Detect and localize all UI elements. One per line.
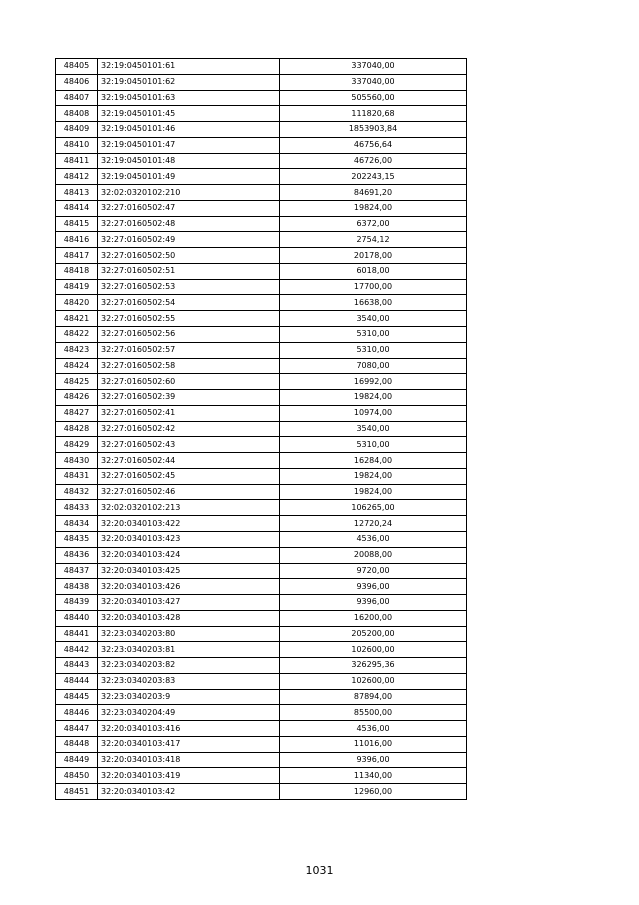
value-cell: 19824,00 <box>280 200 467 216</box>
row-number-cell: 48415 <box>56 216 98 232</box>
cadastral-number-cell: 32:23:0340203:83 <box>98 673 280 689</box>
page-number: 1031 <box>305 864 334 877</box>
cadastral-number-cell: 32:20:0340103:42 <box>98 784 280 800</box>
value-cell: 19824,00 <box>280 468 467 484</box>
table-row <box>56 342 467 358</box>
table-row <box>56 106 467 122</box>
row-number-cell: 48405 <box>56 59 98 75</box>
table-row <box>56 122 467 138</box>
cadastral-number-cell: 32:19:0450101:49 <box>98 169 280 185</box>
value-cell: 11016,00 <box>280 736 467 752</box>
row-number-cell: 48406 <box>56 74 98 90</box>
row-number-cell: 48451 <box>56 784 98 800</box>
value-cell: 6372,00 <box>280 216 467 232</box>
table-row <box>56 248 467 264</box>
cadastral-number-cell: 32:19:0450101:46 <box>98 122 280 138</box>
table-row <box>56 673 467 689</box>
cadastral-number-cell: 32:27:0160502:47 <box>98 200 280 216</box>
row-number-cell: 48433 <box>56 500 98 516</box>
value-cell: 106265,00 <box>280 500 467 516</box>
cadastral-number-cell: 32:02:0320102:213 <box>98 500 280 516</box>
value-cell: 5310,00 <box>280 327 467 343</box>
value-cell: 46756,64 <box>280 137 467 153</box>
row-number-cell: 48429 <box>56 437 98 453</box>
row-number-cell: 48443 <box>56 658 98 674</box>
table-row <box>56 90 467 106</box>
table-row <box>56 137 467 153</box>
table-row <box>56 437 467 453</box>
table-row <box>56 516 467 532</box>
value-cell: 3540,00 <box>280 311 467 327</box>
cadastral-number-cell: 32:27:0160502:44 <box>98 453 280 469</box>
value-cell: 84691,20 <box>280 185 467 201</box>
row-number-cell: 48419 <box>56 279 98 295</box>
value-cell: 5310,00 <box>280 342 467 358</box>
cadastral-number-cell: 32:27:0160502:54 <box>98 295 280 311</box>
value-cell: 505560,00 <box>280 90 467 106</box>
cadastral-number-cell: 32:27:0160502:56 <box>98 327 280 343</box>
value-cell: 85500,00 <box>280 705 467 721</box>
row-number-cell: 48418 <box>56 263 98 279</box>
cadastral-number-cell: 32:02:0320102:210 <box>98 185 280 201</box>
cadastral-number-cell: 32:20:0340103:428 <box>98 610 280 626</box>
table-body <box>56 59 467 800</box>
value-cell: 337040,00 <box>280 74 467 90</box>
cadastral-number-cell: 32:23:0340203:80 <box>98 626 280 642</box>
value-cell: 337040,00 <box>280 59 467 75</box>
table-row <box>56 311 467 327</box>
row-number-cell: 48437 <box>56 563 98 579</box>
cadastral-number-cell: 32:20:0340103:424 <box>98 547 280 563</box>
table-row <box>56 531 467 547</box>
table-row <box>56 153 467 169</box>
row-number-cell: 48421 <box>56 311 98 327</box>
table-row <box>56 59 467 75</box>
cadastral-number-cell: 32:27:0160502:49 <box>98 232 280 248</box>
value-cell: 202243,15 <box>280 169 467 185</box>
cadastral-number-cell: 32:19:0450101:62 <box>98 74 280 90</box>
row-number-cell: 48450 <box>56 768 98 784</box>
row-number-cell: 48432 <box>56 484 98 500</box>
value-cell: 46726,00 <box>280 153 467 169</box>
cadastral-number-cell: 32:27:0160502:53 <box>98 279 280 295</box>
value-cell: 7080,00 <box>280 358 467 374</box>
cadastral-number-cell: 32:23:0340203:81 <box>98 642 280 658</box>
table-row <box>56 642 467 658</box>
cadastral-number-cell: 32:19:0450101:63 <box>98 90 280 106</box>
table-row <box>56 484 467 500</box>
table-row <box>56 390 467 406</box>
table-row <box>56 626 467 642</box>
cadastral-number-cell: 32:20:0340103:425 <box>98 563 280 579</box>
value-cell: 9396,00 <box>280 595 467 611</box>
value-cell: 1853903,84 <box>280 122 467 138</box>
table-row <box>56 232 467 248</box>
value-cell: 4536,00 <box>280 531 467 547</box>
value-cell: 10974,00 <box>280 405 467 421</box>
table-row <box>56 185 467 201</box>
cadastral-number-cell: 32:23:0340204:49 <box>98 705 280 721</box>
row-number-cell: 48413 <box>56 185 98 201</box>
value-cell: 4536,00 <box>280 721 467 737</box>
value-cell: 3540,00 <box>280 421 467 437</box>
table-row <box>56 705 467 721</box>
row-number-cell: 48427 <box>56 405 98 421</box>
row-number-cell: 48411 <box>56 153 98 169</box>
row-number-cell: 48449 <box>56 752 98 768</box>
row-number-cell: 48424 <box>56 358 98 374</box>
cadastral-number-cell: 32:27:0160502:50 <box>98 248 280 264</box>
value-cell: 16200,00 <box>280 610 467 626</box>
row-number-cell: 48444 <box>56 673 98 689</box>
value-cell: 205200,00 <box>280 626 467 642</box>
row-number-cell: 48426 <box>56 390 98 406</box>
table-row <box>56 563 467 579</box>
value-cell: 11340,00 <box>280 768 467 784</box>
cadastral-number-cell: 32:20:0340103:427 <box>98 595 280 611</box>
table-row <box>56 295 467 311</box>
table-row <box>56 721 467 737</box>
row-number-cell: 48428 <box>56 421 98 437</box>
cadastral-number-cell: 32:20:0340103:416 <box>98 721 280 737</box>
value-cell: 9396,00 <box>280 752 467 768</box>
value-cell: 6018,00 <box>280 263 467 279</box>
row-number-cell: 48412 <box>56 169 98 185</box>
cadastral-number-cell: 32:20:0340103:419 <box>98 768 280 784</box>
table-row <box>56 784 467 800</box>
row-number-cell: 48445 <box>56 689 98 705</box>
table-row <box>56 169 467 185</box>
row-number-cell: 48425 <box>56 374 98 390</box>
table-row <box>56 74 467 90</box>
table-row <box>56 200 467 216</box>
row-number-cell: 48442 <box>56 642 98 658</box>
value-cell: 12720,24 <box>280 516 467 532</box>
cadastral-number-cell: 32:20:0340103:422 <box>98 516 280 532</box>
cadastral-number-cell: 32:23:0340203:9 <box>98 689 280 705</box>
value-cell: 16992,00 <box>280 374 467 390</box>
table-row <box>56 500 467 516</box>
table-row <box>56 736 467 752</box>
table-row <box>56 547 467 563</box>
row-number-cell: 48446 <box>56 705 98 721</box>
value-cell: 12960,00 <box>280 784 467 800</box>
row-number-cell: 48416 <box>56 232 98 248</box>
cadastral-number-cell: 32:19:0450101:61 <box>98 59 280 75</box>
value-cell: 9396,00 <box>280 579 467 595</box>
row-number-cell: 48438 <box>56 579 98 595</box>
value-cell: 5310,00 <box>280 437 467 453</box>
cadastral-number-cell: 32:20:0340103:417 <box>98 736 280 752</box>
cadastral-number-cell: 32:27:0160502:51 <box>98 263 280 279</box>
cadastral-number-cell: 32:27:0160502:45 <box>98 468 280 484</box>
table-row <box>56 468 467 484</box>
row-number-cell: 48439 <box>56 595 98 611</box>
row-number-cell: 48409 <box>56 122 98 138</box>
value-cell: 16284,00 <box>280 453 467 469</box>
value-cell: 9720,00 <box>280 563 467 579</box>
row-number-cell: 48440 <box>56 610 98 626</box>
table-row <box>56 405 467 421</box>
table-row <box>56 610 467 626</box>
row-number-cell: 48448 <box>56 736 98 752</box>
table-row <box>56 768 467 784</box>
row-number-cell: 48410 <box>56 137 98 153</box>
value-cell: 326295,36 <box>280 658 467 674</box>
cadastral-number-cell: 32:27:0160502:39 <box>98 390 280 406</box>
cadastral-number-cell: 32:20:0340103:426 <box>98 579 280 595</box>
row-number-cell: 48417 <box>56 248 98 264</box>
row-number-cell: 48408 <box>56 106 98 122</box>
table-row <box>56 658 467 674</box>
value-cell: 87894,00 <box>280 689 467 705</box>
row-number-cell: 48422 <box>56 327 98 343</box>
data-table <box>55 58 467 800</box>
value-cell: 20088,00 <box>280 547 467 563</box>
row-number-cell: 48430 <box>56 453 98 469</box>
row-number-cell: 48436 <box>56 547 98 563</box>
cadastral-number-cell: 32:19:0450101:48 <box>98 153 280 169</box>
row-number-cell: 48420 <box>56 295 98 311</box>
cadastral-number-cell: 32:27:0160502:46 <box>98 484 280 500</box>
cadastral-number-cell: 32:20:0340103:423 <box>98 531 280 547</box>
value-cell: 16638,00 <box>280 295 467 311</box>
table-row <box>56 263 467 279</box>
cadastral-number-cell: 32:23:0340203:82 <box>98 658 280 674</box>
cadastral-number-cell: 32:27:0160502:60 <box>98 374 280 390</box>
value-cell: 102600,00 <box>280 642 467 658</box>
cadastral-number-cell: 32:27:0160502:55 <box>98 311 280 327</box>
row-number-cell: 48441 <box>56 626 98 642</box>
row-number-cell: 48431 <box>56 468 98 484</box>
value-cell: 102600,00 <box>280 673 467 689</box>
table-row <box>56 579 467 595</box>
table-row <box>56 752 467 768</box>
row-number-cell: 48434 <box>56 516 98 532</box>
cadastral-number-cell: 32:19:0450101:47 <box>98 137 280 153</box>
row-number-cell: 48414 <box>56 200 98 216</box>
value-cell: 111820,68 <box>280 106 467 122</box>
value-cell: 19824,00 <box>280 390 467 406</box>
cadastral-number-cell: 32:27:0160502:43 <box>98 437 280 453</box>
table-row <box>56 595 467 611</box>
cadastral-number-cell: 32:27:0160502:57 <box>98 342 280 358</box>
table-row <box>56 374 467 390</box>
table-row <box>56 453 467 469</box>
table-row <box>56 279 467 295</box>
table-row <box>56 358 467 374</box>
row-number-cell: 48435 <box>56 531 98 547</box>
cadastral-number-cell: 32:27:0160502:48 <box>98 216 280 232</box>
value-cell: 20178,00 <box>280 248 467 264</box>
cadastral-number-cell: 32:27:0160502:42 <box>98 421 280 437</box>
row-number-cell: 48423 <box>56 342 98 358</box>
row-number-cell: 48447 <box>56 721 98 737</box>
cadastral-number-cell: 32:27:0160502:41 <box>98 405 280 421</box>
value-cell: 2754,12 <box>280 232 467 248</box>
value-cell: 17700,00 <box>280 279 467 295</box>
cadastral-number-cell: 32:19:0450101:45 <box>98 106 280 122</box>
table-row <box>56 216 467 232</box>
value-cell: 19824,00 <box>280 484 467 500</box>
table-row <box>56 421 467 437</box>
table-row <box>56 689 467 705</box>
cadastral-number-cell: 32:27:0160502:58 <box>98 358 280 374</box>
cadastral-number-cell: 32:20:0340103:418 <box>98 752 280 768</box>
row-number-cell: 48407 <box>56 90 98 106</box>
table-row <box>56 327 467 343</box>
